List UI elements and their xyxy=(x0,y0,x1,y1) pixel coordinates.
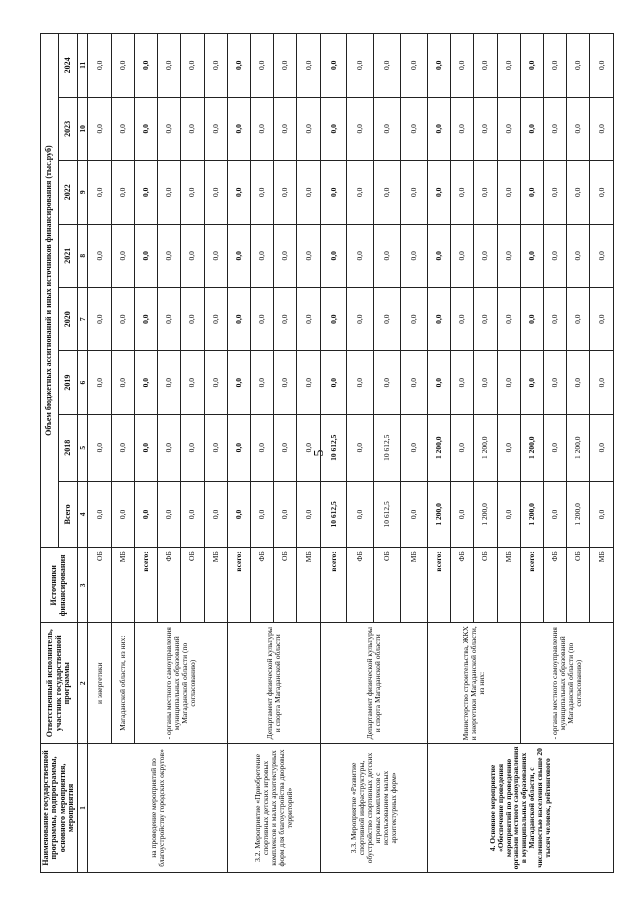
value-cell: 0,0 xyxy=(111,287,134,350)
value-cell: 0,0 xyxy=(274,481,297,548)
value-cell: 0,0 xyxy=(347,224,374,287)
value-cell: 0,0 xyxy=(204,224,227,287)
value-cell: 0,0 xyxy=(158,161,181,224)
value-cell: 0,0 xyxy=(320,287,347,350)
value-cell: 0,0 xyxy=(374,287,401,350)
executor-cell: Министерство строительства, ЖКХ и энергетики Магаданской области, из них: xyxy=(427,623,520,743)
table-row xyxy=(320,34,347,873)
source-cell: ОБ xyxy=(474,548,497,623)
value-cell: 0,0 xyxy=(250,287,273,350)
value-cell: 0,0 xyxy=(181,481,204,548)
value-cell: 0,0 xyxy=(320,351,347,414)
value-cell: 0,0 xyxy=(567,351,590,414)
value-cell: 0,0 xyxy=(227,481,250,548)
value-cell: 10 612,5 xyxy=(320,414,347,481)
value-cell: 0,0 xyxy=(320,97,347,160)
value-cell: 0,0 xyxy=(497,97,520,160)
value-cell: 1 200,0 xyxy=(474,481,497,548)
value-cell: 0,0 xyxy=(111,161,134,224)
index-cell: 11 xyxy=(77,34,88,98)
value-cell: 0,0 xyxy=(181,97,204,160)
executor-cell: - органы местного самоуправления муниципальных образований Магаданской области (по согласованию) xyxy=(520,623,613,743)
value-cell: 0,0 xyxy=(567,34,590,98)
value-cell: 0,0 xyxy=(88,414,111,481)
value-cell: 0,0 xyxy=(204,351,227,414)
index-cell: 4 xyxy=(77,481,88,548)
value-cell: 0,0 xyxy=(543,351,566,414)
funding-table xyxy=(40,33,614,873)
value-cell: 0,0 xyxy=(590,414,613,481)
source-cell: всего: xyxy=(227,548,250,623)
value-cell: 0,0 xyxy=(427,224,450,287)
value-cell: 0,0 xyxy=(134,224,157,287)
value-cell: 0,0 xyxy=(347,287,374,350)
executor-cell: Департамент физической культуры и спорта Магаданской области xyxy=(320,623,427,743)
value-cell: 0,0 xyxy=(88,351,111,414)
value-cell: 0,0 xyxy=(427,34,450,98)
value-cell: 0,0 xyxy=(497,34,520,98)
value-cell: 0,0 xyxy=(347,34,374,98)
index-cell: 6 xyxy=(77,351,88,414)
value-cell: 0,0 xyxy=(401,97,428,160)
value-cell: 1 200,0 xyxy=(474,414,497,481)
index-cell: 9 xyxy=(77,161,88,224)
value-cell: 0,0 xyxy=(374,351,401,414)
value-cell: 0,0 xyxy=(297,34,320,98)
value-cell: 0,0 xyxy=(543,161,566,224)
value-cell: 0,0 xyxy=(590,97,613,160)
program-name-cell: 3.3. Мероприятие «Развитие спортивной инфраструктуры, обустройство спортивных детских игровых комплексов с использованием малых архитектурных форм» xyxy=(320,743,427,872)
value-cell: 0,0 xyxy=(347,97,374,160)
value-cell: 0,0 xyxy=(227,287,250,350)
value-cell: 0,0 xyxy=(158,97,181,160)
source-cell: МБ xyxy=(401,548,428,623)
value-cell: 0,0 xyxy=(474,161,497,224)
value-cell: 0,0 xyxy=(297,481,320,548)
header-year: 2020 xyxy=(59,287,77,350)
value-cell: 0,0 xyxy=(401,224,428,287)
value-cell: 0,0 xyxy=(204,287,227,350)
value-cell: 0,0 xyxy=(543,97,566,160)
value-cell: 0,0 xyxy=(451,161,474,224)
header-name: Наименование государственной программы, подпрограммы, основного мероприятия, мероприятия xyxy=(41,743,78,872)
value-cell: 0,0 xyxy=(567,224,590,287)
source-cell: ОБ xyxy=(567,548,590,623)
value-cell: 0,0 xyxy=(158,351,181,414)
value-cell: 0,0 xyxy=(401,287,428,350)
source-cell: всего: xyxy=(520,548,543,623)
source-cell: МБ xyxy=(590,548,613,623)
value-cell: 0,0 xyxy=(111,414,134,481)
value-cell: 0,0 xyxy=(111,224,134,287)
value-cell: 0,0 xyxy=(204,481,227,548)
value-cell: 0,0 xyxy=(158,224,181,287)
value-cell: 0,0 xyxy=(374,224,401,287)
header-year: 2022 xyxy=(59,161,77,224)
page-number: 5 xyxy=(312,449,327,457)
value-cell: 0,0 xyxy=(134,97,157,160)
value-cell: 0,0 xyxy=(297,97,320,160)
table-row xyxy=(227,34,250,873)
value-cell: 0,0 xyxy=(250,161,273,224)
value-cell: 0,0 xyxy=(520,224,543,287)
index-cell: 1 xyxy=(77,743,88,872)
value-cell: 0,0 xyxy=(474,287,497,350)
executor-cell: Магаданской области, из них: xyxy=(111,623,134,743)
source-cell: ОБ xyxy=(274,548,297,623)
source-cell: всего: xyxy=(320,548,347,623)
value-cell: 0,0 xyxy=(427,97,450,160)
value-cell: 0,0 xyxy=(567,287,590,350)
value-cell: 0,0 xyxy=(320,161,347,224)
value-cell: 0,0 xyxy=(274,34,297,98)
program-name-cell: на проведение мероприятий по благоустройству городских округов» xyxy=(88,743,227,872)
value-cell: 0,0 xyxy=(250,224,273,287)
value-cell: 0,0 xyxy=(347,161,374,224)
value-cell: 0,0 xyxy=(520,34,543,98)
source-cell: всего: xyxy=(427,548,450,623)
source-cell: ФБ xyxy=(451,548,474,623)
value-cell: 0,0 xyxy=(134,161,157,224)
value-cell: 0,0 xyxy=(227,34,250,98)
column-index-row xyxy=(77,34,88,873)
value-cell: 0,0 xyxy=(497,224,520,287)
value-cell: 0,0 xyxy=(227,161,250,224)
index-cell: 10 xyxy=(77,97,88,160)
value-cell: 0,0 xyxy=(401,161,428,224)
value-cell: 0,0 xyxy=(590,351,613,414)
header-year: 2021 xyxy=(59,224,77,287)
value-cell: 0,0 xyxy=(520,97,543,160)
source-cell: ФБ xyxy=(158,548,181,623)
value-cell: 0,0 xyxy=(274,414,297,481)
executor-cell: и энергетики xyxy=(88,623,111,743)
header-year: 2019 xyxy=(59,351,77,414)
value-cell: 0,0 xyxy=(543,34,566,98)
value-cell: 0,0 xyxy=(250,97,273,160)
executor-cell: Департамент физической культуры и спорта Магаданской области xyxy=(227,623,320,743)
value-cell: 0,0 xyxy=(88,287,111,350)
value-cell: 0,0 xyxy=(134,481,157,548)
value-cell: 0,0 xyxy=(543,481,566,548)
source-cell: всего: xyxy=(134,548,157,623)
value-cell: 0,0 xyxy=(227,97,250,160)
value-cell: 0,0 xyxy=(134,34,157,98)
value-cell: 0,0 xyxy=(111,97,134,160)
value-cell: 0,0 xyxy=(474,97,497,160)
value-cell: 0,0 xyxy=(181,34,204,98)
value-cell: 0,0 xyxy=(181,414,204,481)
index-cell: 8 xyxy=(77,224,88,287)
value-cell: 0,0 xyxy=(543,287,566,350)
value-cell: 0,0 xyxy=(88,34,111,98)
value-cell: 0,0 xyxy=(158,481,181,548)
value-cell: 0,0 xyxy=(320,224,347,287)
value-cell: 0,0 xyxy=(134,351,157,414)
index-cell: 2 xyxy=(77,623,88,743)
header-total: Всего xyxy=(59,481,77,548)
value-cell: 0,0 xyxy=(451,34,474,98)
value-cell: 1 200,0 xyxy=(520,481,543,548)
table-row xyxy=(88,34,111,873)
value-cell: 0,0 xyxy=(181,161,204,224)
header-source: Источники финансирования xyxy=(41,548,78,623)
value-cell: 0,0 xyxy=(227,414,250,481)
value-cell: 0,0 xyxy=(181,224,204,287)
value-cell: 0,0 xyxy=(374,161,401,224)
header-year: 2024 xyxy=(59,34,77,98)
value-cell: 0,0 xyxy=(250,414,273,481)
value-cell: 10 612,5 xyxy=(374,481,401,548)
value-cell: 0,0 xyxy=(227,351,250,414)
source-cell: ОБ xyxy=(374,548,401,623)
value-cell: 0,0 xyxy=(88,481,111,548)
program-name-cell: 4. Основное мероприятие «Обеспечение проведения мероприятий по проведению органами местного самоуправления в муниципальных образованиях Магаданской области, с численностью населения свыше 20 тысяч человек, рейтингового xyxy=(427,743,613,872)
value-cell: 1 200,0 xyxy=(427,481,450,548)
value-cell: 0,0 xyxy=(374,34,401,98)
value-cell: 0,0 xyxy=(204,97,227,160)
value-cell: 0,0 xyxy=(497,481,520,548)
index-cell: 3 xyxy=(77,548,88,623)
source-cell: МБ xyxy=(204,548,227,623)
value-cell: 0,0 xyxy=(320,34,347,98)
value-cell: 0,0 xyxy=(181,287,204,350)
value-cell: 0,0 xyxy=(520,351,543,414)
value-cell: 0,0 xyxy=(520,161,543,224)
source-cell: МБ xyxy=(297,548,320,623)
index-cell: 7 xyxy=(77,287,88,350)
value-cell: 0,0 xyxy=(297,351,320,414)
value-cell: 0,0 xyxy=(567,97,590,160)
value-cell: 0,0 xyxy=(204,161,227,224)
value-cell: 0,0 xyxy=(297,224,320,287)
index-cell: 5 xyxy=(77,414,88,481)
value-cell: 0,0 xyxy=(427,161,450,224)
value-cell: 1 200,0 xyxy=(520,414,543,481)
value-cell: 0,0 xyxy=(250,351,273,414)
value-cell: 0,0 xyxy=(474,34,497,98)
value-cell: 0,0 xyxy=(274,97,297,160)
value-cell: 0,0 xyxy=(497,161,520,224)
value-cell: 0,0 xyxy=(227,224,250,287)
value-cell: 0,0 xyxy=(520,287,543,350)
source-cell: ФБ xyxy=(250,548,273,623)
value-cell: 0,0 xyxy=(590,224,613,287)
value-cell: 0,0 xyxy=(158,287,181,350)
value-cell: 0,0 xyxy=(134,287,157,350)
value-cell: 10 612,5 xyxy=(320,481,347,548)
value-cell: 0,0 xyxy=(427,287,450,350)
value-cell: 0,0 xyxy=(497,414,520,481)
value-cell: 0,0 xyxy=(474,224,497,287)
header-year: 2023 xyxy=(59,97,77,160)
source-cell: ОБ xyxy=(181,548,204,623)
value-cell: 1 200,0 xyxy=(567,481,590,548)
value-cell: 0,0 xyxy=(347,414,374,481)
value-cell: 0,0 xyxy=(401,414,428,481)
value-cell: 0,0 xyxy=(497,287,520,350)
value-cell: 0,0 xyxy=(590,34,613,98)
value-cell: 0,0 xyxy=(158,34,181,98)
value-cell: 0,0 xyxy=(374,97,401,160)
value-cell: 10 612,5 xyxy=(374,414,401,481)
value-cell: 0,0 xyxy=(111,34,134,98)
value-cell: 0,0 xyxy=(451,414,474,481)
value-cell: 0,0 xyxy=(474,351,497,414)
value-cell: 1 200,0 xyxy=(567,414,590,481)
value-cell: 0,0 xyxy=(297,161,320,224)
value-cell: 0,0 xyxy=(274,287,297,350)
value-cell: 0,0 xyxy=(451,481,474,548)
value-cell: 0,0 xyxy=(347,351,374,414)
program-name-cell: 3.2. Мероприятие «Приобретение спортивных детских игровых комплексов и малых архитектурных форм для благоустройства дворовых территорий» xyxy=(227,743,320,872)
value-cell: 0,0 xyxy=(401,34,428,98)
header-funding-group: Объем бюджетных ассигнований и иных источников финансирования (тыс.руб) xyxy=(41,34,59,548)
value-cell: 0,0 xyxy=(274,351,297,414)
source-cell: МБ xyxy=(111,548,134,623)
value-cell: 0,0 xyxy=(497,351,520,414)
rotated-table-wrapper xyxy=(40,33,606,873)
source-cell: МБ xyxy=(497,548,520,623)
value-cell: 0,0 xyxy=(204,414,227,481)
value-cell: 0,0 xyxy=(204,34,227,98)
table-row xyxy=(427,34,450,873)
value-cell: 0,0 xyxy=(88,224,111,287)
source-cell: ФБ xyxy=(543,548,566,623)
value-cell: 0,0 xyxy=(401,481,428,548)
value-cell: 0,0 xyxy=(297,287,320,350)
executor-cell: - органы местного самоуправления муниципальных образований Магаданской области (по согласованию) xyxy=(134,623,227,743)
value-cell: 0,0 xyxy=(451,287,474,350)
value-cell: 0,0 xyxy=(134,414,157,481)
value-cell: 0,0 xyxy=(427,351,450,414)
value-cell: 0,0 xyxy=(590,481,613,548)
value-cell: 0,0 xyxy=(347,481,374,548)
value-cell: 0,0 xyxy=(111,481,134,548)
value-cell: 0,0 xyxy=(88,161,111,224)
value-cell: 0,0 xyxy=(181,351,204,414)
value-cell: 0,0 xyxy=(250,34,273,98)
value-cell: 0,0 xyxy=(401,351,428,414)
value-cell: 0,0 xyxy=(451,351,474,414)
header-executor: Ответственный исполнитель, участник государственной программы xyxy=(41,623,78,743)
value-cell: 0,0 xyxy=(88,97,111,160)
value-cell: 0,0 xyxy=(274,224,297,287)
value-cell: 0,0 xyxy=(111,351,134,414)
source-cell: ФБ xyxy=(347,548,374,623)
value-cell: 0,0 xyxy=(297,414,320,481)
value-cell: 0,0 xyxy=(590,161,613,224)
source-cell: ОБ xyxy=(88,548,111,623)
value-cell: 1 200,0 xyxy=(427,414,450,481)
value-cell: 0,0 xyxy=(543,224,566,287)
value-cell: 0,0 xyxy=(158,414,181,481)
value-cell: 0,0 xyxy=(451,97,474,160)
value-cell: 0,0 xyxy=(567,161,590,224)
value-cell: 0,0 xyxy=(451,224,474,287)
value-cell: 0,0 xyxy=(250,481,273,548)
value-cell: 0,0 xyxy=(543,414,566,481)
value-cell: 0,0 xyxy=(274,161,297,224)
header-year: 2018 xyxy=(59,414,77,481)
value-cell: 0,0 xyxy=(590,287,613,350)
